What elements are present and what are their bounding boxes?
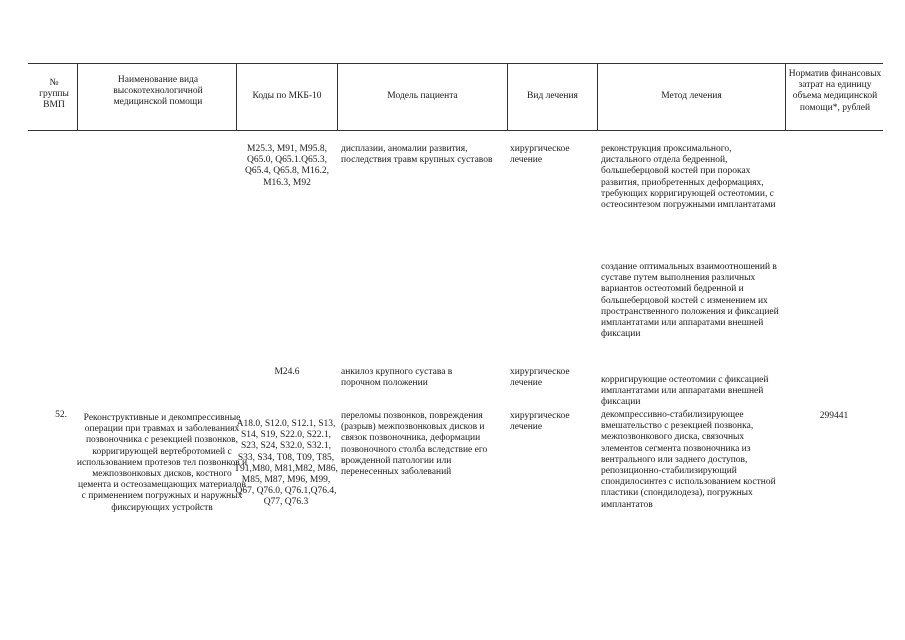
col-divider-6: [785, 63, 786, 131]
header-care-type: Наименование вида высокотехнологичной медицинской помощи: [113, 75, 203, 108]
col-divider-2: [236, 63, 237, 131]
col-divider-1: [77, 63, 78, 131]
header-group-number: № группы ВМП: [39, 78, 69, 111]
row3-cost: 299441: [819, 411, 849, 421]
row3-patient-model: переломы позвонков, повреждения (разрыв) межпозвонковых дисков и связок позвоночника, деформации позвоночного столба вследствие его врожденной патологии или перенесенных заболеваний: [341, 411, 488, 478]
header-treatment-method: Метод лечения: [661, 91, 722, 101]
row1-patient-model: дисплазии, аномалии развития, последствия травм крупных суставов: [341, 144, 493, 166]
row3-icd-codes: A18.0, S12.0, S12.1, S13, S14, S19, S22.0, S22.1, S23, S24, S32.0, S32.1, S33, S34, T08, T09, T85, T91,M80, M81,M82, M86, M85, M87, M96, M99, Q67, Q76.0, Q76.1,Q76.4, Q77, Q76.3: [234, 419, 338, 508]
row1-method-osteotomy: создание оптимальных взаимоотношений в суставе путем выполнения различных вариантов остеотомий бедренной и большеберцовой костей с изменением их пространственного положения и фиксацией имплантатами или аппаратами внешней фиксации: [601, 262, 779, 340]
table-top-border: [28, 63, 883, 64]
header-bottom-border: [28, 130, 883, 131]
col-divider-3: [337, 63, 338, 131]
row3-group-number: 52.: [55, 410, 67, 420]
col-divider-5: [597, 63, 598, 131]
row1-method-reconstruction: реконструкция проксимального, дистального отдела бедренной, большеберцовой костей при пороках развития, приобретенных деформациях, требующих корригирующей остеотомии, с остеосинтезом погружными имплантатами: [601, 144, 776, 211]
row2-icd-codes: M24.6: [274, 367, 300, 377]
header-icd-codes: Коды по МКБ-10: [252, 91, 322, 101]
header-patient-model: Модель пациента: [387, 91, 458, 101]
row3-treatment-type: хирургическое лечение: [510, 411, 570, 433]
header-treatment-type: Вид лечения: [527, 91, 578, 101]
row2-method: корригирующие остеотомии с фиксацией имплантатами или аппаратами внешней фиксации: [601, 375, 769, 408]
header-cost-norm: Норматив финансовых затрат на единицу объема медицинской помощи*, рублей: [788, 69, 882, 113]
row3-care-type-name: Реконструктивные и декомпрессивные операции при травмах и заболеваниях позвоночника с резекцией позвонков, корригирующей вертебротомией с использованием протезов тел позвонков и межпозвонковых дисков, костного цемента и остеозамещающих материалов с применением погружных и наружных фиксирующих устройств: [76, 413, 248, 513]
row2-treatment-type: хирургическое лечение: [510, 367, 570, 389]
row1-treatment-type: хирургическое лечение: [510, 144, 570, 166]
row3-method: декомпрессивно-стабилизирующее вмешательство с резекцией позвонка, межпозвонкового диска, связочных элементов сегмента позвоночника из вентрального или заднего доступов, репозиционно-стабилизирующий спондилосинтез с использованием костной пластики (спондилодеза), погружных имплантатов: [601, 410, 776, 510]
row2-patient-model: анкилоз крупного сустава в порочном положении: [341, 367, 453, 389]
row1-icd-codes: M25.3, M91, M95.8, Q65.0, Q65.1.Q65.3, Q65.4, Q65.8, M16.2, M16.3, M92: [245, 144, 329, 188]
col-divider-4: [507, 63, 508, 131]
